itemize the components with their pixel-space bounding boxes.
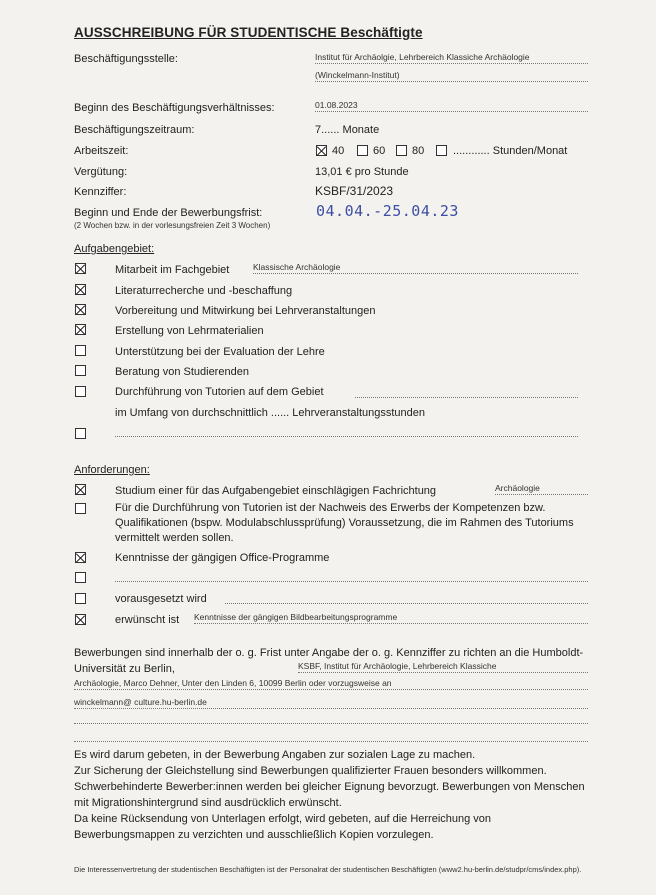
anf-studium-checkbox[interactable] <box>75 484 86 495</box>
bewerbung-email: winckelmann@ culture.hu-berlin.de <box>74 696 588 709</box>
hours-other-checkbox[interactable] <box>436 145 447 156</box>
anf-erwuenscht-label: erwünscht ist <box>115 614 180 626</box>
aufgabe-8-checkbox[interactable] <box>75 428 86 439</box>
aufgabe-3-label: Vorbereitung und Mitwirkung bei Lehrveranstaltungen <box>115 305 376 317</box>
kennziffer-label: Kennziffer: <box>74 186 127 198</box>
anforderungen-heading: Anforderungen: <box>74 464 150 476</box>
bewerbung-text: Bewerbungen sind innerhalb der o. g. Frist unter Angabe der o. g. Kennziffer zu richten an die Humboldt-Universität zu Berlin, <box>74 647 584 675</box>
bewerbung-blank-line-2 <box>74 732 588 742</box>
anf-erwuenscht-checkbox[interactable] <box>75 614 86 625</box>
anf-erwuenscht-fill: Kenntnisse der gängigen Bildbearbeitungsprogramme <box>194 611 588 624</box>
stelle-label: Beschäftigungsstelle: <box>74 53 178 65</box>
aufgaben-heading: Aufgabengebiet: <box>74 243 155 255</box>
aufgabe-1-label: Mitarbeit im Fachgebiet <box>115 264 230 276</box>
hours-60-label: 60 <box>373 145 386 157</box>
aufgabe-5-checkbox[interactable] <box>75 345 86 356</box>
hours-80-label: 80 <box>412 145 425 157</box>
hours-40-label: 40 <box>332 145 345 157</box>
anf-blank-fill-line <box>115 572 588 582</box>
aufgabe-3-checkbox[interactable] <box>75 304 86 315</box>
beginn-label: Beginn des Beschäftigungsverhältnisses: <box>74 102 275 114</box>
arbeitszeit-label: Arbeitszeit: <box>74 145 129 157</box>
stelle-value-line1: Institut für Archäolgie, Lehrbereich Klassiche Archäologie <box>315 51 588 64</box>
hinweis-gleichstellung: Zur Sicherung der Gleichstellung sind Bewerbungen qualifizierter Frauen besonders willkommen. Schwerbehinderte Bewerber:innen werden bei gleicher Eignung bevorzugt. Bewerbungen von Menschen mit Migrationshintergrund sind ausdrücklich erwünscht. <box>74 765 585 809</box>
aufgabe-6-label: Beratung von Studierenden <box>115 366 249 378</box>
hours-60-checkbox[interactable] <box>357 145 368 156</box>
anf-studium-fill: Archäologie <box>495 482 588 495</box>
anf-studium-label: Studium einer für das Aufgabengebiet einschlägigen Fachrichtung <box>115 485 437 497</box>
hinweis-sozial: Es wird darum gebeten, in der Bewerbung Angaben zur sozialen Lage zu machen. <box>74 749 476 761</box>
aufgabe-2-checkbox[interactable] <box>75 284 86 295</box>
hours-80-checkbox[interactable] <box>396 145 407 156</box>
frist-handwritten-value: 04.04.-25.04.23 <box>316 202 459 220</box>
aufgabe-6-checkbox[interactable] <box>75 365 86 376</box>
anf-vorausgesetzt-label: vorausgesetzt wird <box>115 593 207 605</box>
anf-office-checkbox[interactable] <box>75 552 86 563</box>
bewerbung-address-2: Archäologie, Marco Dehner, Unter den Linden 6, 10099 Berlin oder vorzugsweise an <box>74 677 588 690</box>
aufgabe-8-fill-line <box>115 427 578 437</box>
frist-label: Beginn und Ende der Bewerbungsfrist: <box>74 207 263 219</box>
anf-vorausgesetzt-checkbox[interactable] <box>75 593 86 604</box>
frist-note: (2 Wochen bzw. in der vorlesungsfreien Zeit 3 Wochen) <box>74 221 271 230</box>
aufgabe-4-checkbox[interactable] <box>75 324 86 335</box>
footer-note: Die Interessenvertretung der studentischen Beschäftigten ist der Personalrat der studentischen Beschäftigten (www2.hu-berlin.de/studpr/cms/index.php). <box>74 865 582 874</box>
anf-tutorien-checkbox[interactable] <box>75 503 86 514</box>
aufgabe-7-checkbox[interactable] <box>75 386 86 397</box>
anf-blank-checkbox[interactable] <box>75 572 86 583</box>
anf-vorausgesetzt-fill-line <box>225 594 588 604</box>
anf-office-label: Kenntnisse der gängigen Office-Programme <box>115 552 330 564</box>
stelle-value-line2: (Winckelmann-Institut) <box>315 69 588 82</box>
page-title: AUSSCHREIBUNG FÜR STUDENTISCHE Beschäftigte <box>74 25 423 40</box>
aufgabe-7-fill-line <box>355 388 578 398</box>
aufgabe-7-label: Durchführung von Tutorien auf dem Gebiet <box>115 386 324 398</box>
zeitraum-label: Beschäftigungszeitraum: <box>74 124 195 136</box>
hours-other-value: ............ Stunden/Monat <box>453 145 568 157</box>
bewerbung-blank-line-1 <box>74 714 588 724</box>
aufgabe-1-fill: Klassische Archäologie <box>253 261 578 274</box>
aufgabe-2-label: Literaturrecherche und -beschaffung <box>115 285 293 297</box>
verguetung-label: Vergütung: <box>74 166 128 178</box>
hinweis-kopien: Da keine Rücksendung von Unterlagen erfolgt, wird gebeten, auf die Herreichung von Bewerbungsmappen zu verzichten und ausschließlich Kopien vorzulegen. <box>74 813 492 841</box>
kennziffer-value: KSBF/31/2023 <box>315 184 394 198</box>
zeitraum-value: 7...... Monate <box>315 124 380 136</box>
hours-40-checkbox[interactable] <box>316 145 327 156</box>
anf-tutorien-text: Für die Durchführung von Tutorien ist der Nachweis des Erwerbs der Kompetenzen bzw. Qualifikationen (bspw. Modulabschlussprüfung) Voraussetzung, die im Rahmen des Tutoriums vermittelt werden sollen. <box>115 502 574 544</box>
beginn-value: 01.08.2023 <box>315 99 588 112</box>
verguetung-value: 13,01 € pro Stunde <box>315 166 409 178</box>
umfang-text: im Umfang von durchschnittlich ...... Lehrveranstaltungsstunden <box>115 407 425 419</box>
aufgabe-4-label: Erstellung von Lehrmaterialien <box>115 325 264 337</box>
aufgabe-1-checkbox[interactable] <box>75 263 86 274</box>
aufgabe-5-label: Unterstützung bei der Evaluation der Lehre <box>115 346 325 358</box>
bewerbung-address-1: KSBF, Institut für Archäologie, Lehrbereich Klassiche <box>298 660 588 673</box>
